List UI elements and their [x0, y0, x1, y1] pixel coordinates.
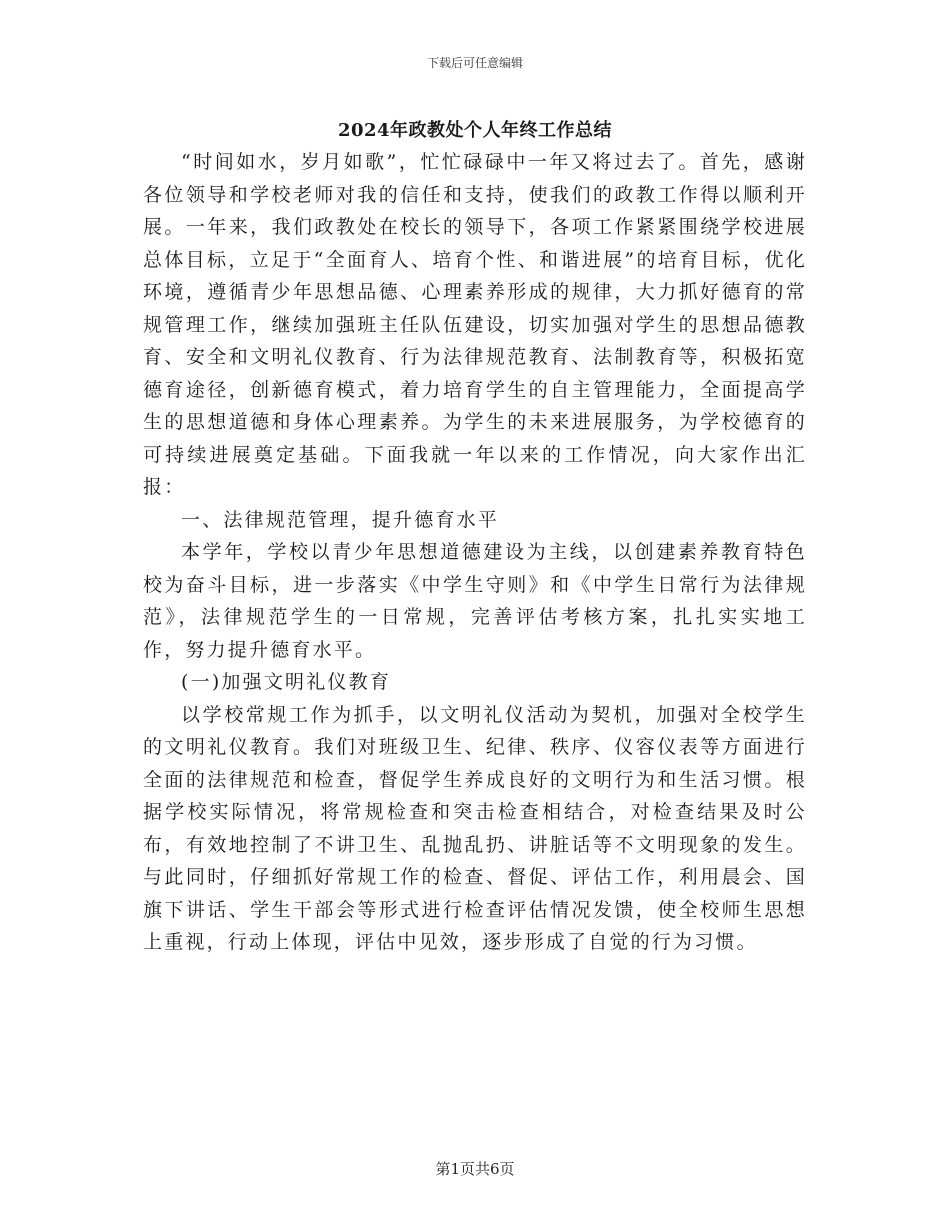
document-title: 2024年政教处个人年终工作总结 — [337, 120, 613, 141]
header-note: 下载后可任意编辑 — [426, 56, 523, 70]
paragraph-subsection-1: 以学校常规工作为抓手，以文明礼仪活动为契机，加强对全校学生的文明礼仪教育。我们对班级卫生、纪律、秩序、仪容仪表等方面进行全面的法律规范和检查，督促学生养成良好的文明行为和生活习惯。根据学校实际情况，将常规检查和突击检查相结合，对检查结果及时公布，有效地控制了不讲卫生、乱抛乱扔、讲脏话等不文明现象的发生。与此同时，仔细抓好常规工作的检查、督促、评估工作，利用晨会、国旗下讲话、学生干部会等形式进行检查评估情况发馈，使全校师生思想上重视，行动上体现，评估中见效，逐步形成了自觉的行为习惯。 — [143, 703, 807, 953]
subsection-heading-1: (一)加强文明礼仪教育 — [181, 671, 392, 693]
document-body — [143, 146, 807, 959]
section-heading-1: 一、法律规范管理，提升德育水平 — [181, 508, 500, 531]
page-number: 第1页共6页 — [435, 1160, 515, 1178]
paragraph-intro: “时间如水，岁月如歌”，忙忙碌碌中一年又将过去了。首先，感谢各位领导和学校老师对我的信任和支持，使我们的政教工作得以顺利开展。一年来，我们政教处在校长的领导下，各项工作紧紧围绕学校进展总体目标，立足于“全面育人、培育个性、和谐进展”的培育目标，优化环境，遵循青少年思想品德、心理素养形成的规律，大力抓好德育的常规管理工作，继续加强班主任队伍建设，切实加强对学生的思想品德教育、安全和文明礼仪教育、行为法律规范教育、法制教育等，积极拓宽德育途径，创新德育模式，着力培育学生的自主管理能力，全面提高学生的思想道德和身体心理素养。为学生的未来进展服务，为学校德育的可持续进展奠定基础。下面我就一年以来的工作情况，向大家作出汇报： — [143, 151, 807, 498]
paragraph-section-1: 本学年，学校以青少年思想道德建设为主线，以创建素养教育特色校为奋斗目标，进一步落实《中学生守则》和《中学生日常行为法律规范》，法律规范学生的一日常规，完善评估考核方案，扎扎实实地工作，努力提升德育水平。 — [143, 541, 807, 661]
